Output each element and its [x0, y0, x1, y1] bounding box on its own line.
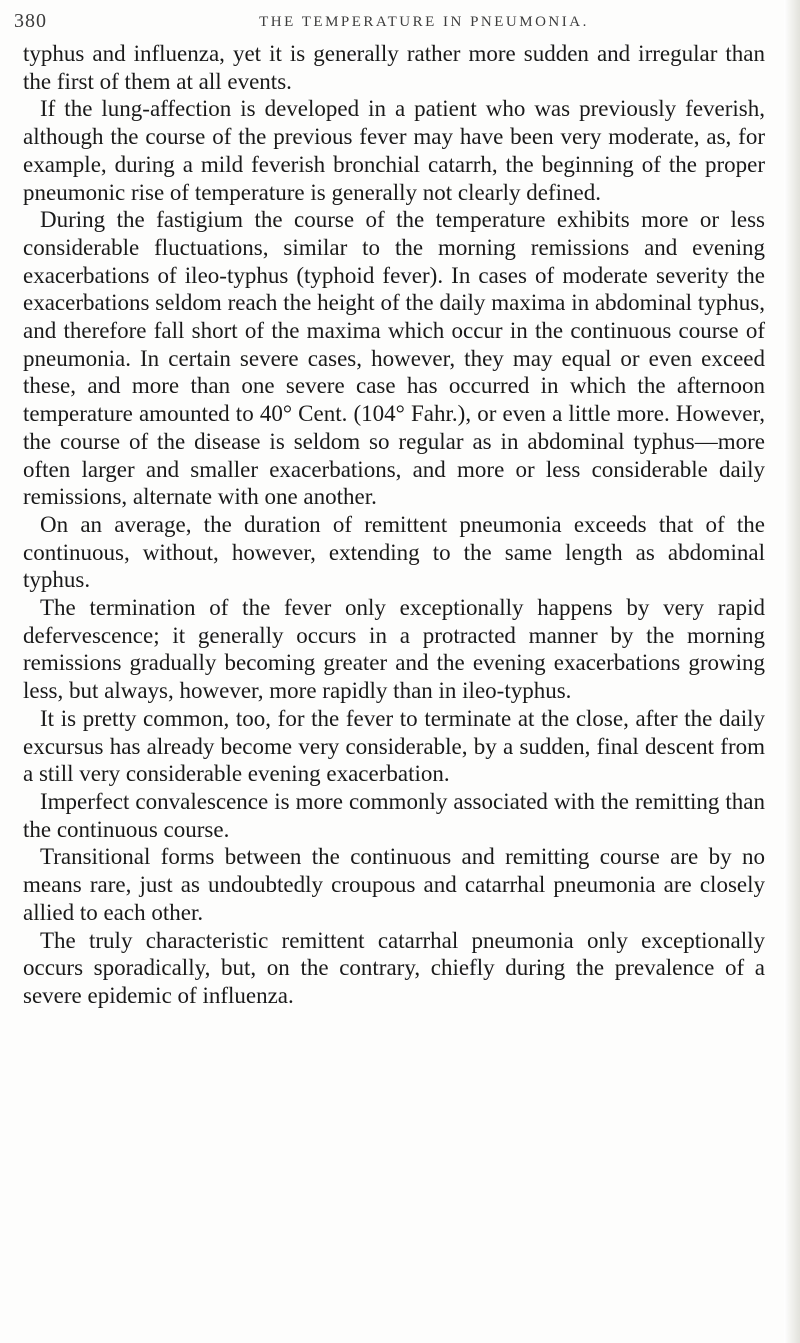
paragraph: The truly characteristic remittent catarrhal pneumonia only exceptionally occurs sporadically, but, on the contrary, chiefly during the prevalence of a severe epidemic of influenza.	[23, 927, 765, 1008]
paragraph: On an average, the duration of remittent pneumonia exceeds that of the continuous, without, however, extending to the same length as abdominal typhus.	[23, 511, 765, 593]
paragraph: Imperfect convalescence is more commonly associated with the remitting than the continuous course.	[23, 788, 765, 842]
page-header	[14, 6, 774, 42]
page-number: 380	[14, 10, 47, 32]
paragraph: It is pretty common, too, for the fever to terminate at the close, after the daily excursus has already become very considerable, by a sudden, final descent from a still very considerable evening exacerbation.	[23, 705, 765, 787]
paragraph: The termination of the fever only exceptionally happens by very rapid defervescence; it generally occurs in a protracted manner by the morning remissions gradually becoming greater and the evening exacerbations growing less, but always, however, more rapidly than in ileo-typhus.	[23, 595, 765, 704]
page-edge-shadow	[784, 0, 800, 1343]
paragraph: During the fastigium the course of the temperature exhibits more or less considerable fluctuations, similar to the morning remissions and evening exacerbations of ileo-typhus (typhoid fever). In cases of moderate severity the exacerbations seldom reach the height of the daily maxima in abdominal typhus, and therefore fall short of the maxima which occur in the continuous course of pneumonia. In certain severe cases, however, they may equal or even exceed these, and more than one severe case has occurred in which the afternoon temperature amounted to 40° Cent. (104° Fahr.), or even a little more. However, the course of the disease is seldom so regular as in abdominal typhus—more often larger and smaller exacerbations, and more or less considerable daily remissions, alternate with one another.	[23, 207, 765, 510]
body-text	[23, 40, 765, 1010]
paragraph: If the lung-affection is developed in a patient who was previously feverish, although the course of the previous fever may have been very moderate, as, for example, during a mild feverish bronchial catarrh, the beginning of the proper pneumonic rise of temperature is generally not clearly defined.	[23, 96, 765, 205]
running-title: THE TEMPERATURE IN PNEUMONIA.	[259, 14, 589, 30]
paragraph: Transitional forms between the continuous and remitting course are by no means rare, just as undoubtedly croupous and catarrhal pneumonia are closely allied to each other.	[23, 844, 765, 925]
paragraph: typhus and influenza, yet it is generally rather more sudden and irregular than the first of them at all events.	[23, 41, 765, 94]
